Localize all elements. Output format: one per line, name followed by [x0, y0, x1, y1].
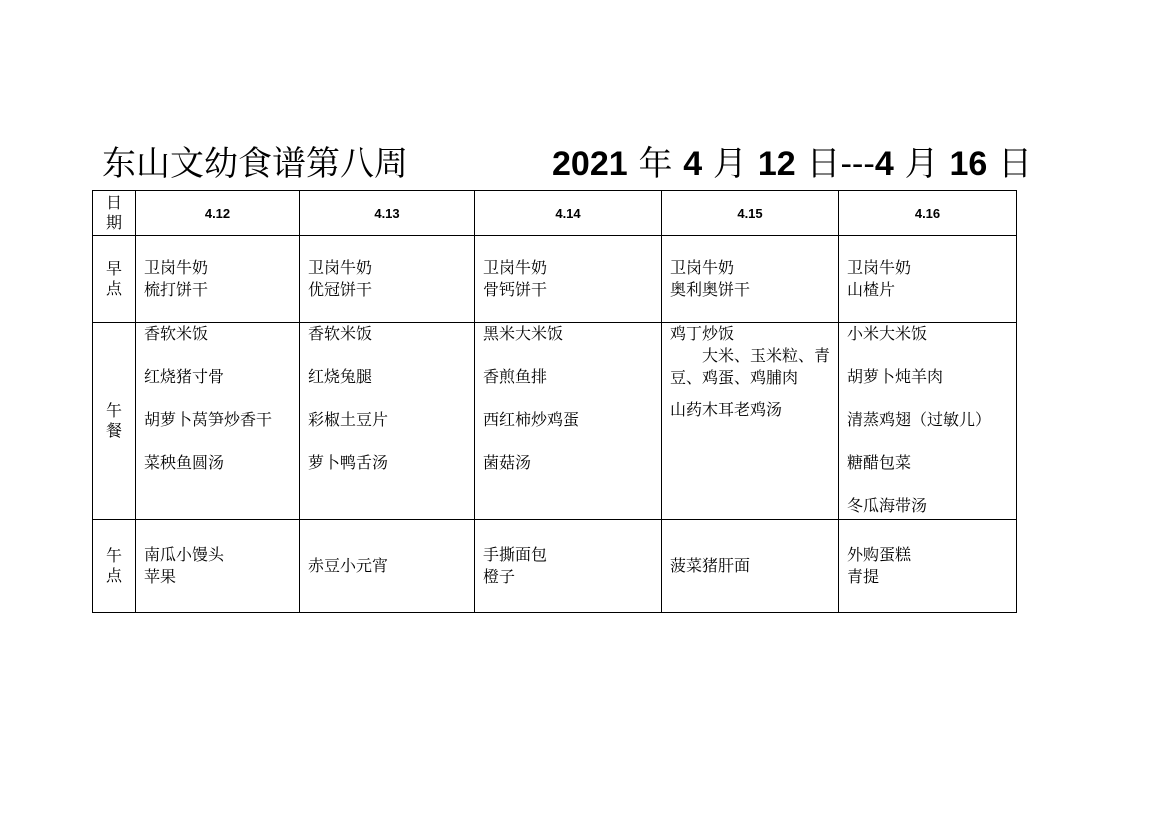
menu-cell	[136, 323, 300, 520]
menu-table	[92, 190, 1017, 613]
dish: 糖醋包菜	[847, 453, 912, 472]
dish: 南瓜小馒头	[144, 545, 225, 564]
row-label-snack: 午 点	[93, 520, 136, 613]
dish: 手撕面包	[483, 545, 548, 564]
snack-row	[93, 520, 1017, 613]
dish: 骨钙饼干	[483, 280, 548, 299]
dish: 卫岗牛奶	[144, 258, 209, 277]
dish: 卫岗牛奶	[483, 258, 548, 277]
day-unit: 日	[987, 144, 1033, 184]
dish: 橙子	[483, 567, 516, 586]
menu-cell	[839, 520, 1017, 613]
dish: 外购蛋糕	[847, 545, 912, 564]
dish: 黑米大米饭	[483, 324, 564, 343]
end-day: 16	[949, 145, 988, 183]
date-range	[552, 136, 1032, 185]
dish: 红烧兔腿	[308, 367, 373, 386]
dish: 小米大米饭	[847, 324, 928, 343]
lunch-row	[93, 323, 1017, 520]
dish: 萝卜鸭舌汤	[308, 453, 389, 472]
dish: 菜秧鱼圆汤	[144, 453, 225, 472]
menu-cell	[475, 520, 662, 613]
end-month: 4	[874, 145, 894, 183]
date-header: 4.16	[839, 191, 1017, 236]
breakfast-row	[93, 236, 1017, 323]
dish: 赤豆小元宵	[308, 556, 389, 575]
menu-cell	[662, 520, 839, 613]
menu-cell	[839, 236, 1017, 323]
dish: 香煎鱼排	[483, 367, 548, 386]
menu-cell	[300, 520, 475, 613]
month-unit: 月	[702, 144, 758, 184]
date-header: 4.14	[475, 191, 662, 236]
dish: 彩椒土豆片	[308, 410, 389, 429]
header-row	[93, 191, 1017, 236]
menu-cell	[475, 236, 662, 323]
menu-cell	[662, 323, 839, 520]
dish: 香软米饭	[144, 324, 209, 343]
date-header: 4.15	[662, 191, 839, 236]
dish: 卫岗牛奶	[670, 258, 735, 277]
dish: 卫岗牛奶	[847, 258, 912, 277]
menu-cell	[300, 323, 475, 520]
menu-cell	[662, 236, 839, 323]
corner-label: 日 期	[93, 191, 136, 236]
dish-ingredients: 大米、玉米粒、青豆、鸡蛋、鸡脯肉	[670, 346, 831, 387]
page-title: 东山文幼食谱第八周	[102, 144, 408, 184]
menu-cell	[475, 323, 662, 520]
dish: 清蒸鸡翅（过敏儿）	[847, 410, 992, 429]
year-unit: 年	[627, 144, 684, 184]
row-label-breakfast: 早 点	[93, 236, 136, 323]
date-header: 4.12	[136, 191, 300, 236]
dish: 胡萝卜莴笋炒香干	[144, 410, 273, 429]
dish: 冬瓜海带汤	[847, 496, 928, 515]
row-label-lunch: 午 餐	[93, 323, 136, 520]
menu-cell	[136, 520, 300, 613]
dish: 苹果	[144, 567, 177, 586]
dish: 胡萝卜炖羊肉	[847, 367, 944, 386]
start-day: 12	[757, 145, 796, 183]
year: 2021	[552, 145, 628, 183]
dish: 山药木耳老鸡汤	[670, 400, 783, 419]
dish: 奥利奥饼干	[670, 280, 751, 299]
menu-cell	[300, 236, 475, 323]
dish: 青提	[847, 567, 880, 586]
day-separator: 日---	[795, 144, 875, 184]
start-month: 4	[683, 145, 703, 183]
dish: 红烧猪寸骨	[144, 367, 225, 386]
menu-cell	[136, 236, 300, 323]
dish: 鸡丁炒饭	[670, 324, 735, 343]
dish: 优冠饼干	[308, 280, 373, 299]
dish: 西红柿炒鸡蛋	[483, 410, 580, 429]
dish: 梳打饼干	[144, 280, 209, 299]
dish: 香软米饭	[308, 324, 373, 343]
menu-cell	[839, 323, 1017, 520]
date-header: 4.13	[300, 191, 475, 236]
dish: 山楂片	[847, 280, 896, 299]
dish: 菠菜猪肝面	[670, 556, 751, 575]
dish: 菌菇汤	[483, 453, 532, 472]
month-unit-2: 月	[893, 144, 950, 184]
dish: 卫岗牛奶	[308, 258, 373, 277]
